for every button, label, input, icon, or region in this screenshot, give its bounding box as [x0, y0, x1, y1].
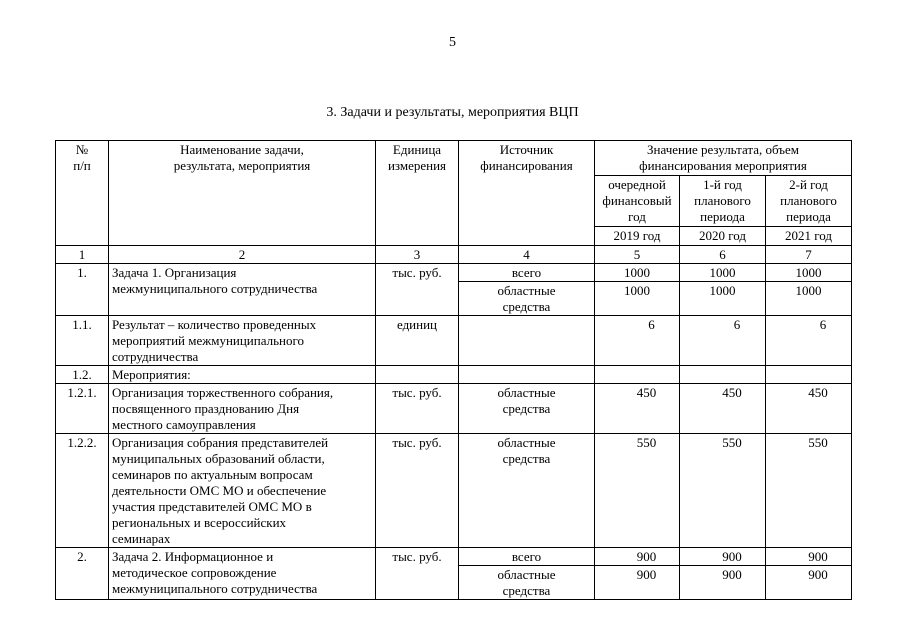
column-number: 6 — [680, 246, 766, 264]
header-num: № п/п — [56, 141, 109, 246]
row-value: 6 — [766, 316, 852, 366]
table-row — [56, 548, 852, 566]
row-num: 1.2.2. — [56, 434, 109, 548]
header-year-label-3: 2-й год планового периода — [766, 176, 852, 227]
row-value: 550 — [680, 434, 766, 548]
row-value: 1000 — [680, 282, 766, 316]
row-unit: тыс. руб. — [376, 434, 459, 548]
row-name: Организация собрания представителей муниципальных образований области, семинаров по актуальным вопросам деятельности ОМС МО и обеспечение участия представителей ОМС МО в региональных и всероссийских семинарах — [109, 434, 376, 548]
row-value: 1000 — [595, 282, 680, 316]
row-unit: тыс. руб. — [376, 264, 459, 316]
row-unit: единиц — [376, 316, 459, 366]
row-source — [459, 316, 595, 366]
row-value: 450 — [595, 384, 680, 434]
row-source: областные средства — [459, 566, 595, 600]
row-value: 1000 — [595, 264, 680, 282]
row-unit: тыс. руб. — [376, 384, 459, 434]
table-row — [56, 264, 852, 282]
row-value: 900 — [595, 566, 680, 600]
row-source: всего — [459, 548, 595, 566]
row-value: 900 — [766, 548, 852, 566]
row-num: 2. — [56, 548, 109, 600]
results-table — [55, 140, 852, 600]
row-value: 6 — [595, 316, 680, 366]
row-unit: тыс. руб. — [376, 548, 459, 600]
row-value: 550 — [766, 434, 852, 548]
header-source: Источник финансирования — [459, 141, 595, 246]
row-name: Задача 1. Организация межмуниципального сотрудничества — [109, 264, 376, 316]
row-name: Мероприятия: — [109, 366, 376, 384]
header-year-label-2: 1-й год планового периода — [680, 176, 766, 227]
row-value: 900 — [595, 548, 680, 566]
table-row — [56, 434, 852, 548]
row-num: 1.2. — [56, 366, 109, 384]
column-number: 4 — [459, 246, 595, 264]
section-title: 3. Задачи и результаты, мероприятия ВЦП — [326, 105, 579, 120]
row-value: 550 — [595, 434, 680, 548]
row-name: Организация торжественного собрания, посвященного празднованию Дня местного самоуправления — [109, 384, 376, 434]
row-source: областные средства — [459, 434, 595, 548]
page-number: 5 — [449, 35, 456, 50]
row-value: 900 — [766, 566, 852, 600]
row-source: областные средства — [459, 282, 595, 316]
header-unit: Единица измерения — [376, 141, 459, 246]
header-year-2: 2020 год — [680, 227, 766, 246]
row-source: всего — [459, 264, 595, 282]
row-value: 6 — [680, 316, 766, 366]
row-value: 1000 — [766, 282, 852, 316]
row-value: 450 — [680, 384, 766, 434]
column-number: 5 — [595, 246, 680, 264]
header-year-label-1: очередной финансовый год — [595, 176, 680, 227]
row-value: 1000 — [680, 264, 766, 282]
header-value-group: Значение результата, объем финансирования мероприятия — [595, 141, 852, 176]
table-row — [56, 384, 852, 434]
row-num: 1.2.1. — [56, 384, 109, 434]
row-value: 1000 — [766, 264, 852, 282]
row-source: областные средства — [459, 384, 595, 434]
row-value: 900 — [680, 566, 766, 600]
row-num: 1.1. — [56, 316, 109, 366]
column-number: 2 — [109, 246, 376, 264]
column-number: 7 — [766, 246, 852, 264]
header-year-3: 2021 год — [766, 227, 852, 246]
table-row — [56, 366, 852, 384]
row-value: 450 — [766, 384, 852, 434]
table-row — [56, 316, 852, 366]
row-num: 1. — [56, 264, 109, 316]
row-name: Задача 2. Информационное и методическое сопровождение межмуниципального сотрудничества — [109, 548, 376, 600]
row-name: Результат – количество проведенных мероприятий межмуниципального сотрудничества — [109, 316, 376, 366]
row-value: 900 — [680, 548, 766, 566]
header-name: Наименование задачи, результата, мероприятия — [109, 141, 376, 246]
column-number: 3 — [376, 246, 459, 264]
column-number: 1 — [56, 246, 109, 264]
column-number-row — [56, 246, 852, 264]
header-year-1: 2019 год — [595, 227, 680, 246]
